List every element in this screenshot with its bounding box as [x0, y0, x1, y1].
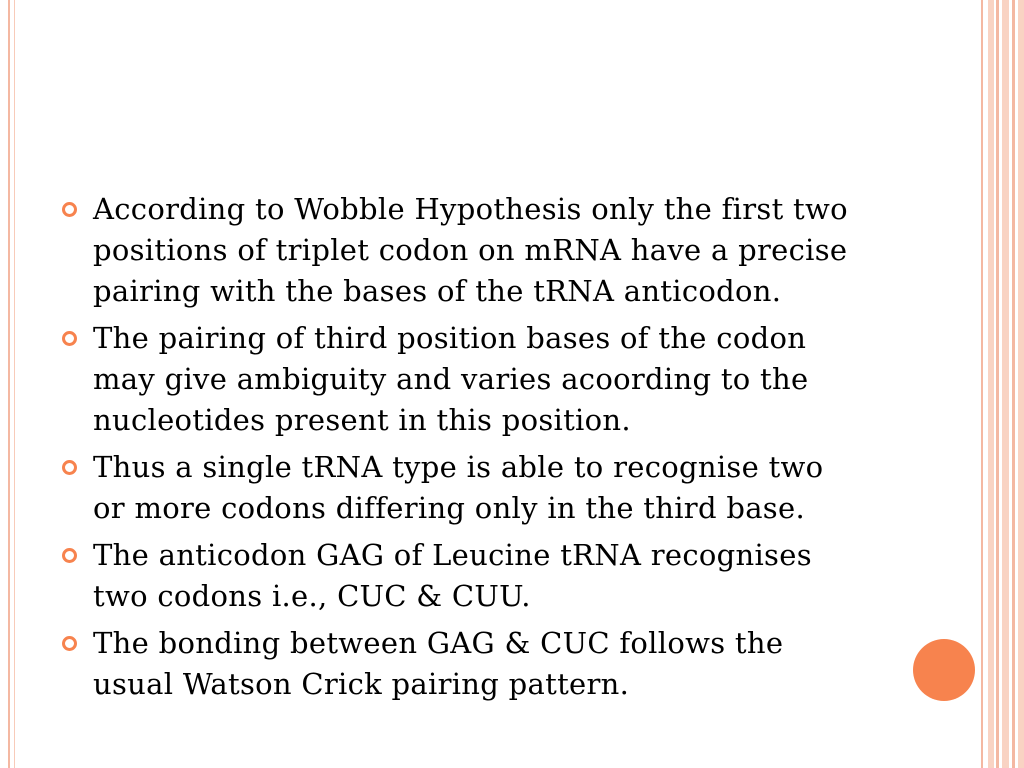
- right-border-stripe: [1018, 0, 1024, 768]
- circle-bullet-icon: [62, 636, 77, 651]
- bullet-text: The bonding between GAG & CUC follows the usual Watson Crick pairing pattern.: [93, 626, 784, 701]
- bullet-text: The pairing of third position bases of the codon may give ambiguity and varies acoording to the nucleotides present in this position.: [93, 321, 809, 437]
- right-border-stripe: [1002, 0, 1009, 768]
- left-border-line-inner: [14, 0, 15, 768]
- circle-bullet-icon: [62, 331, 77, 346]
- right-border-stripe: [1012, 0, 1015, 768]
- circle-bullet-icon: [62, 460, 77, 475]
- bullet-item: [62, 623, 862, 705]
- right-border-stripe: [988, 0, 994, 768]
- decorative-circle: [913, 639, 975, 701]
- bullet-item: [62, 535, 862, 617]
- right-border-stripe: [981, 0, 983, 768]
- bullet-item: [62, 189, 862, 312]
- left-border-line: [8, 0, 10, 768]
- bullet-list: [62, 189, 862, 711]
- bullet-text: The anticodon GAG of Leucine tRNA recognises two codons i.e., CUC & CUU.: [93, 538, 812, 613]
- bullet-text: According to Wobble Hypothesis only the first two positions of triplet codon on mRNA have a precise pairing with the bases of the tRNA anticodon.: [93, 192, 848, 308]
- circle-bullet-icon: [62, 202, 77, 217]
- bullet-item: [62, 318, 862, 441]
- bullet-text: Thus a single tRNA type is able to recognise two or more codons differing only in the third base.: [93, 450, 824, 525]
- circle-bullet-icon: [62, 548, 77, 563]
- right-border-stripe: [996, 0, 999, 768]
- bullet-item: [62, 447, 862, 529]
